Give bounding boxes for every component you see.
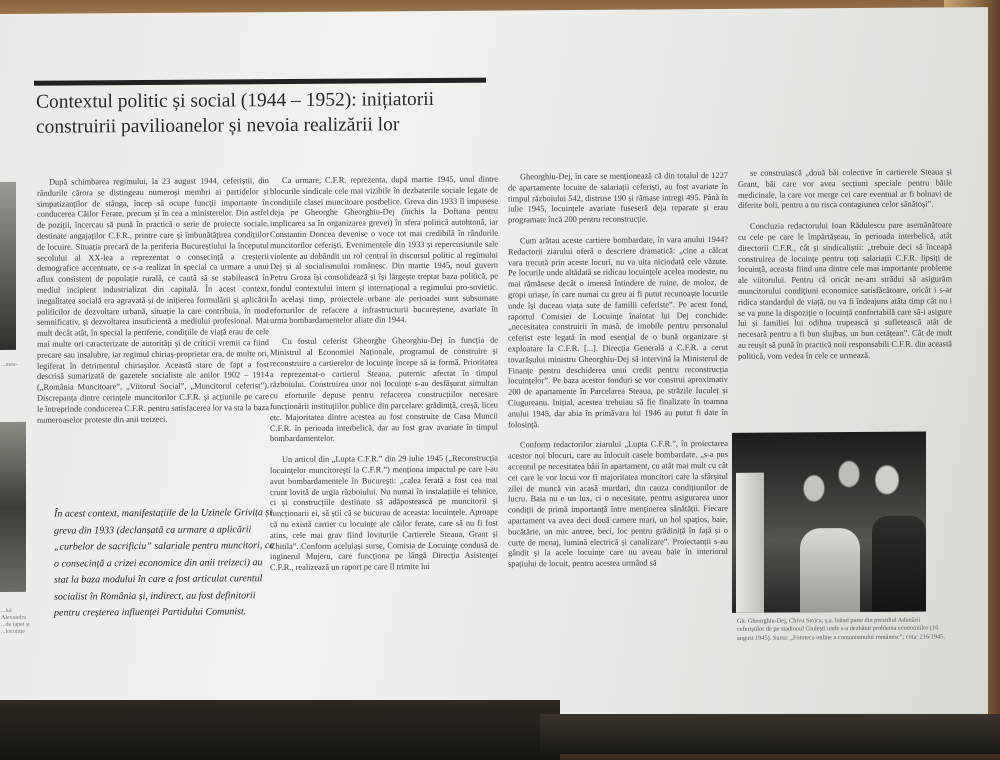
floor-shadow bbox=[0, 700, 560, 760]
paragraph: Cum arătau aceste cartiere bombardate, în vara anului 1944? Redactorii ziarului oferă o descriere dramatică: „cine a călcat vara trecută prin aceste locuri, nu va uita niciodată cele văzute. Pe locurile unde altădată se ridicau locuințele acelea modeste, nu mai rămăsese decât o imensă întindere de ruine, de moloz, de gropi uriașe, în care numai cu greu ai fi putut recunoaște locurile unde își duceau viața sute de familii ceferiste”. Pe acest fond, raportul Comisiei de Locuințe înaintat lui Dej conchide: „necesitatea construirii în masă, de imobile pentru personalul ceferist este legată în mod esențial de o bună organizare și exploatare la C.F.R. [...]. Direcția Generală a C.F.R. a cerut tovarășului ministru Gheorghiu-Dej să intervină la Ministerul de Finanțe pentru deschiderea unui credit pentru reconstrucția locuințelor”. Pe baza acestor fonduri se vor construi aproximativ 200 de apartamente în Parcelarea Steaua, pe străzile Iuculeț și Ciugureanu. Inițial, acestea trebuiau să fie finalizate în toamna anului 1945, dar abia în primăvara lui 1946 au putut fi date în folosință. bbox=[508, 234, 728, 429]
photo-figure bbox=[800, 528, 860, 612]
text-column-2 bbox=[270, 175, 498, 584]
highlight-quote: În acest context, manifestațiile de la Uzinele Grivița și greva din 1933 (declanșată ca urmare a aplicării „curbelor de sacrificiu” salariale pentru muncitori, ca o consecință a crizei economice din anii treizeci) au stat la baza modului în care a fost articulat curentul socialist în România și, indirect, au fost definitorii pentru creșterea influenței Partidului Comunist. bbox=[54, 507, 275, 619]
photo-figure bbox=[872, 516, 926, 612]
paragraph: Gheorghiu-Dej, în care se menționează că din totalul de 1227 de apartamente locuite de salariații ceferiști, au fost avariate în timpul războiului 542, distruse 190 și rămase intregi 495. Până în iulie 1945, locuințele avariate fuseseră deja reparate și erau programate încă 200 pentru reconstrucție. bbox=[508, 170, 728, 225]
paragraph: Concluzia redactorului Ioan Rădulescu pare asemănătoare cu cele pe care le împărtășeau, în perioada interbelică, atât directorii C.F.R., cât și sindicaliștii: „trebuie deci să înceapă construirea de locuințe pentru toți salariații C.F.R. lipsiți de locuință, aceasta fiind una dintre cele mai importante probleme ale viitorului. Pentru că oricât ne-am strădui să asigurăm muncitorului condițiuni economice satisfăcătoare, oricât i s-ar ridica standardul de viață, nu va fi îndeajuns atâta timp cât nu i se va pune la dispoziție o locuință confortabilă care să-i asigure lui și familiei lui odihna trupească și sufletească atât de necesară pentru a fi bun slujbaș, un bun cetățean”. Cât de mult au reușit să pună în practică noii responsabili C.F.R. din această politică, vom vedea în cele ce urmează. bbox=[738, 220, 952, 361]
panel-title: Contextul politic și social (1944 – 1952): inițiatorii construirii pavilioanelor și nevoia realizării lor bbox=[36, 88, 435, 138]
paragraph: Cu fostul ceferist Gheorghe Gheorghiu-Dej în funcția de Ministrul al Economiei Naționale, programul de construire și reconstruire a cartierelor de locuințe începe să ia formă. Prioritatea a reprezentat-o cartierul Steaua, puternic afectat în timpul războiului. Construirea unor noi locuințe s-au desfășurat simultan cu eforturile depuse pentru refacerea construcțiilor necesare funcționării instituțiilor publice din parcelare: grădiniță, creșă, liceu etc. Majoritatea dintre acestea au fost construite de Casa Muncii C.F.R. în perioada interbelică, dar au fost grav avariate în timpul bombardamentelor. bbox=[270, 335, 498, 444]
left-caption-fragment-2: ...lui Alexandru ...de tapet și ...locuințe bbox=[1, 607, 30, 635]
text-column-3 bbox=[508, 171, 728, 580]
left-photo-fragment bbox=[0, 182, 16, 350]
historical-photo bbox=[732, 432, 926, 613]
paragraph: Ca urmare, C.F.R. reprezenta, după martie 1945, unul dintre blocurile sindicale cele mai vizibile în dezbaterile sociale legate de condițiile clasei muncitoare postbelice. Greva din 1933 îl impusese deja pe Gheorghe Gheorghiu-Dej (închis la Doftana pentru implicarea sa în organizarea grevei) în sfera politică autohtonă, iar Constantin Doncea devenise o voce tot mai credibilă în rândurile muncitorilor ceferiști. Evenimentele din 1933 și repercusiunile sale violente au dobândit un rol central în discursul politic al regimului Dej și al socialismului românesc. Din martie 1945, noul guvern Petru Groza își consolidează și își lărgește treptat baza politică, pe fondul contextului intern și internațional a regimului pro-sovietic. În același timp, proiectele urbane ale perioadei sunt subsumate eforturilor de refacere a infrastructurii bucureștene, avariate în urma bombardamentelor aliate din 1944. bbox=[270, 174, 498, 326]
paragraph: După schimbarea regimului, la 23 august 1944, ceferiștii, din rândurile cărora se distingeau numeroși membri ai partidelor și simpatizanților de stânga, încep să ocupe funcții importante în conducerea Căilor Ferate, precum și în cea a ministerelor. Din astfel de poziții, încercau să pună în practică o serie de proiecte sociale, destinate angajaților C.F.R., printre care și îmbunătățirea condițiilor de locuire. Situația precară de la periferia Bucureștiului la începutul secolului al XX-lea a reprezentat o consecință a creșterii demografice accentuate, ce s-a realizat în special ca urmare a unui aflux consistent de populație rurală, ce caută să se stabilească în mediul incipient industrializat din capitală. În acest context, inegalitatea socială era agravată și de inițierea formulării și aplicării politicilor de dezvoltare urbană, situație la care contribuia, în mod semnificativ, și dezvoltarea insuficientă a mediului profesional. Mai mult decât atât, în special la periferie, condițiile de viață erau de cele mai multe ori caracterizate de autorități și de criticii vremii ca fiind precare sau insalubre, iar regimul chiriaș-proprietar era, de multe ori, legiferat în detrimentul chiriașilor. Această stare de fapt a fost descrisă sumarizată de gazetele socialiste ale anilor 1902 – 1914 („România Muncitoare”, „Viitorul Social”, „Muncitorul ceferist”). Discrepanța dintre cerințele muncitorilor C.F.R. și acțiunile pe care le întreprinde conducerea C.F.R. pentru satisfacerea lor va sta la baza numeroaselor proteste din anii treizeci. bbox=[37, 176, 269, 425]
title-rule bbox=[34, 78, 486, 86]
photo-caption: Gh. Gheorghiu-Dej, Chivu Stoica, ș.a. luând parte din prezidiul Adunării ceferiștilor de pe stadionul Giulești unde s-a dezbătut problema economiilor (16 august 1945). Sursa: „Fototeca online a comunismului românesc”; cota: 216/1945. bbox=[737, 616, 945, 642]
text-column-1 bbox=[37, 176, 269, 436]
photo-figure bbox=[736, 473, 764, 613]
exhibition-panel bbox=[0, 7, 988, 750]
paragraph: se construiască „două băi colective în cartierele Steaua și Grant, băi care vor avea secțiuni speciale pentru băile medicinale, la care vor merge cei care eventual ar fi bolnavi de diferite boli, pentru a nu risca contagiunea celor sănătoși”. bbox=[738, 167, 952, 211]
left-photo-fragment-2 bbox=[0, 422, 26, 592]
left-caption-fragment: ...mea- bbox=[1, 361, 18, 368]
floor-shadow-2 bbox=[540, 714, 1000, 754]
paragraph: Un articol din „Lupta C.F.R.” din 29 iulie 1945 („Reconstrucția locuințelor muncitorești la C.F.R.”) menționa impactul pe care l-au avut bombardamentele în București: „calea ferată a fost cea mai crunt lovită de urgia războiului. Nu numai în instalațiile ei tehnice, ci și construcțiile destinate să adăpostească pe muncitorii și funcționarii ei, să știi că se bucurau de aceasta: locuințele. Aproape că nu există cartier cu locuințe ale căilor ferate, care să nu fi fost atins, cele mai grav fiind loviturile Cartierele Steaua, Grant și Chitila”. Conform aceluiași surse, Comisia de Locuințe condusă de inginerul Mujeru, care funcționa pe lângă Direcția Asistenței C.F.R., realizează un raport pe care îl trimite lui bbox=[270, 453, 498, 573]
text-column-4 bbox=[738, 167, 952, 372]
paragraph: Conform redactorilor ziarului „Lupta C.F.R.”, în proiectarea acestor noi blocuri, care au înlocuit casele bombardate, „s-a pus accentul pe necesitatea băii în apartament, cu atât mai mult cu cât cei care le vor locui vor fi majoritatea muncitori care la sfârșitul zilei de muncă vin acasă murdari, din cauza condițiunilor de lucru. Baia nu e un lux, ci o necesitate, pentru asigurarea unor condiții de primă importanță între menținerea sănătății. Fiecare apartament va avea deci două camere mari, un hol spațios, baie, bucătărie, un mic antree, beci, loc pentru grădiniță în față și o curte de menaj, lumină electrică și canalizare”. Proiectanții s-au gândit și la acele locuințe care nu aveau baie în interiorul spațiului de locuit, pentru acestea urmând să bbox=[508, 439, 728, 569]
